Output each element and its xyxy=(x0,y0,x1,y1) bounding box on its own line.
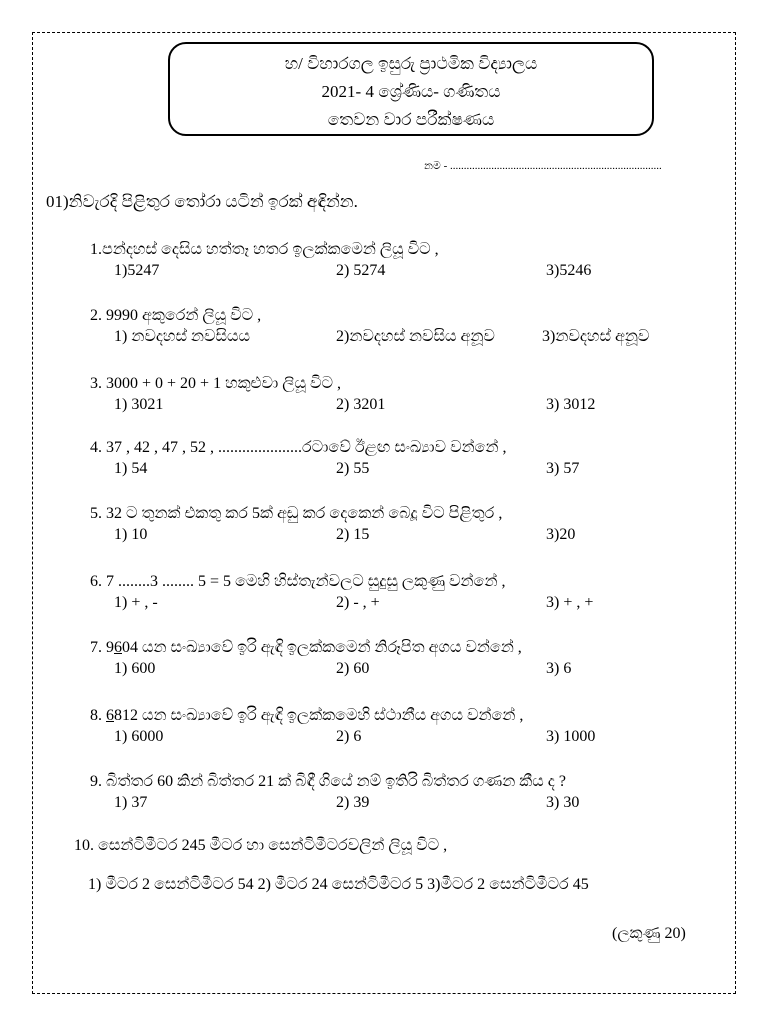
option-3: 3) 6 xyxy=(546,660,572,677)
question-text xyxy=(90,638,730,658)
option-1: 1) 3021 xyxy=(114,396,164,413)
option-2: 2) 3201 xyxy=(336,396,386,413)
option-3: 3) 3012 xyxy=(546,396,596,413)
question-5 xyxy=(90,504,730,546)
question-7 xyxy=(90,638,730,680)
option-2: 2)නවදහස් නවසිය අනූව xyxy=(336,328,495,345)
question-text: 10. සෙන්ටිමීටර 245 මීටර හා සෙන්ටිමීටරවලින් ලියූ විට , xyxy=(74,837,448,854)
question-8 xyxy=(90,706,730,748)
option-1: 1)5247 xyxy=(114,262,160,279)
question-2 xyxy=(90,306,730,348)
school-name: හ/ විහාරගල ඉසුරු ප්‍රාථමික විද්‍යාලය xyxy=(284,54,538,73)
question-text xyxy=(90,706,730,726)
question-6 xyxy=(90,572,730,614)
underlined-digit: 6 xyxy=(106,707,114,724)
question-text: 6. 7 ........3 ........ 5 = 5 මෙහි හිස්තැන්වලට සුදුසු ලකුණු වන්නේ , xyxy=(90,573,506,590)
option-3: 3) 57 xyxy=(546,460,580,477)
question-3 xyxy=(90,374,730,416)
question-text: 4. 37 , 42 , 47 , 52 , .....................රටාවේ ඊළඟ සංඛ්‍යාව වන්නේ , xyxy=(90,439,507,456)
question-text-post: 812 යන සංඛ්‍යාවේ ඉරි ඇඳි ඉලක්කමෙහි ස්ථානීය අගය වන්නේ , xyxy=(114,707,524,724)
option-1: 1) 37 xyxy=(114,794,148,811)
option-2: 2) - , + xyxy=(336,594,380,611)
option-1: 1) 54 xyxy=(114,460,148,477)
question-4 xyxy=(90,438,730,480)
option-1: 1) 600 xyxy=(114,660,156,677)
option-1: 1) + , - xyxy=(114,594,158,611)
section-heading: 01)නිවැරදි පිළිතුර තෝරා යටින් ඉරක් අඳින්න. xyxy=(46,192,358,211)
option-3: 3) 1000 xyxy=(546,728,596,745)
option-1: 1) 6000 xyxy=(114,728,164,745)
option-3: 3) + , + xyxy=(546,594,594,611)
option-2: 2) 6 xyxy=(336,728,362,745)
question-1 xyxy=(90,240,730,282)
question-text-post: 04 යන සංඛ්‍යාවේ ඉරි ඇඳි ඉලක්කමෙන් නිරූපිත අගය වන්නේ , xyxy=(122,639,522,656)
name-field: නම - ............................................................................. xyxy=(424,160,662,172)
title-box xyxy=(168,42,654,136)
option-1: 1) 10 xyxy=(114,526,148,543)
question-9 xyxy=(90,772,730,814)
option-3: 3)5246 xyxy=(546,262,592,279)
option-2: 2) 55 xyxy=(336,460,370,477)
grade-subject: 2021- 4 ශ්‍රේණිය- ගණිතය xyxy=(321,82,501,101)
question-text: 1.පන්දහස් දෙසිය හත්තෑ හතර ඉලක්කමෙන් ලියූ විට , xyxy=(90,241,439,258)
question-text: 3. 3000 + 0 + 20 + 1 හකුළුවා ලියූ විට , xyxy=(90,375,341,392)
option-2: 2) 5274 xyxy=(336,262,386,279)
question-text: 2. 9990 අකුරෙන් ලියූ විට , xyxy=(90,307,262,324)
question-10 xyxy=(74,836,714,856)
question-text-pre: 8. xyxy=(90,707,106,724)
marks-total: (ලකුණු 20) xyxy=(612,925,686,942)
option-3: 3)නවදහස් අනූව xyxy=(542,328,650,345)
option-2: 2) 15 xyxy=(336,526,370,543)
option-2: 2) 60 xyxy=(336,660,370,677)
question-10-options: 1) මීටර 2 සෙන්ටිමීටර 54 2) මීටර 24 සෙන්ටිමීටර 5 3)මීටර 2 සෙන්ටිමීටර 45 xyxy=(88,876,589,893)
underlined-digit: 6 xyxy=(114,639,122,656)
question-text-pre: 7. 9 xyxy=(90,639,114,656)
option-3: 3) 30 xyxy=(546,794,580,811)
question-text: 5. 32 ට තුනක් එකතු කර 5ක් අඩු කර දෙකෙන් බෙදූ විට පිළිතුර , xyxy=(90,505,503,522)
exam-title: තෙවන වාර පරීක්ෂණය xyxy=(327,110,495,129)
question-text: 9. බිත්තර 60 කින් බිත්තර 21 ක් බිඳී ගියේ නම් ඉතිරි බිත්තර ගණන කීය ද ? xyxy=(90,773,566,790)
option-1: 1) නවදහස් නවසියය xyxy=(114,328,251,345)
option-2: 2) 39 xyxy=(336,794,370,811)
option-3: 3)20 xyxy=(546,526,576,543)
